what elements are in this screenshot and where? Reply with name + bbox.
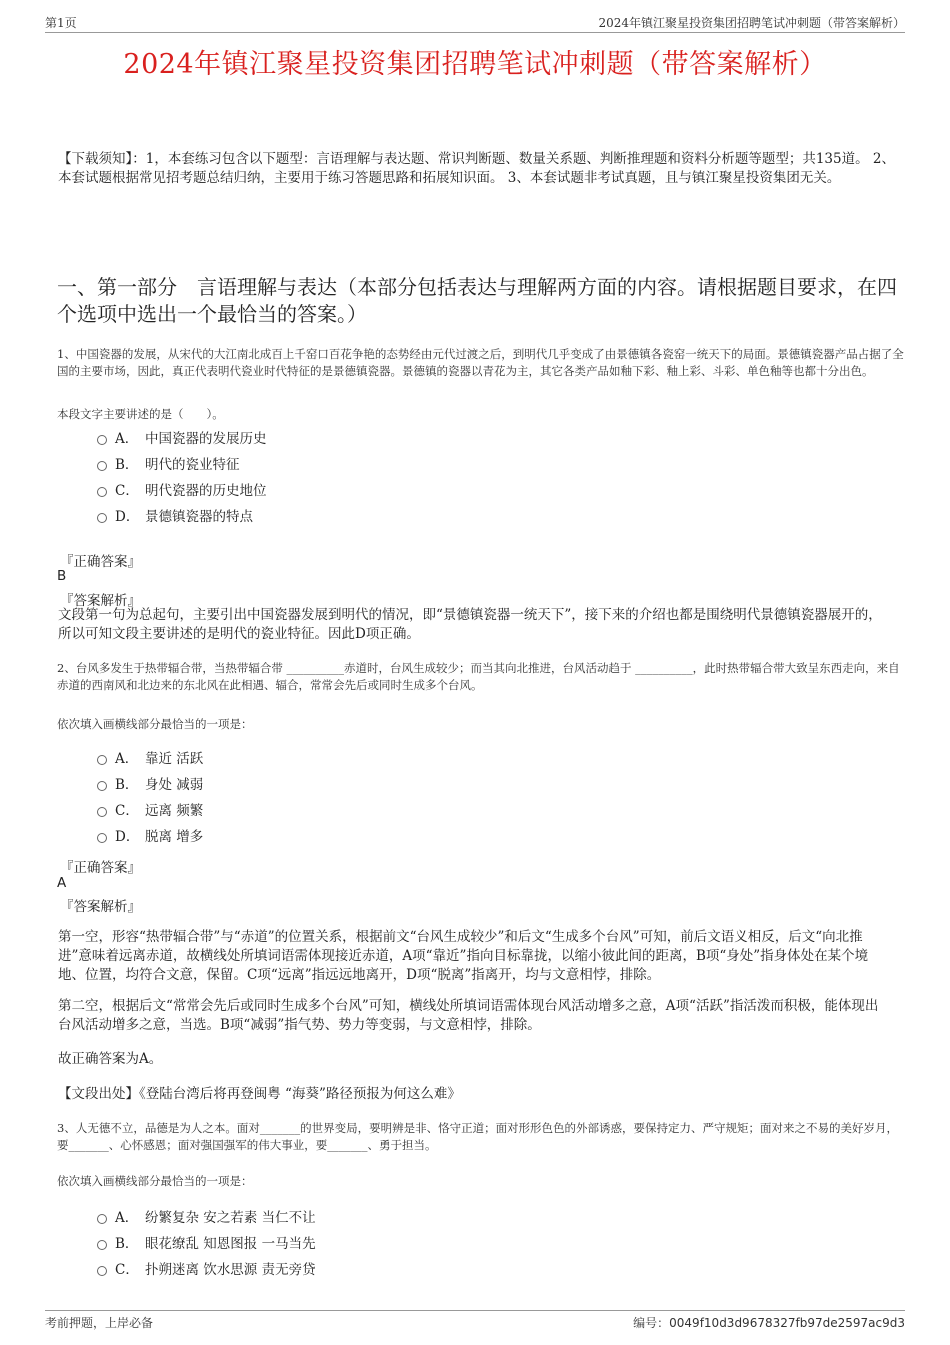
footer-code: 编号：0049f10d3d9678327fb97de2597ac9d3 [633, 1316, 905, 1330]
q2-source: 【文段出处】《登陆台湾后将再登闽粤 “海葵”路径预报为何这么难》 [58, 1086, 461, 1102]
q1-option-b[interactable]: B． 明代的瓷业特征 [97, 456, 240, 474]
q1-analysis: 文段第一句为总起句，主要引出中国瓷器发展到明代的情况，即“景德镇瓷器一统天下”，接下来的介绍也都是围绕明代景德镇瓷器展开的，所以可知文段主要讲述的是明代的瓷业特征。因此D项正确。 [58, 607, 882, 642]
radio-icon[interactable] [97, 513, 107, 523]
footer-divider [45, 1310, 905, 1311]
radio-icon[interactable] [97, 833, 107, 843]
q1-option-a[interactable]: A． 中国瓷器的发展历史 [97, 430, 267, 448]
q2-conclusion: 故正确答案为A。 [58, 1051, 163, 1067]
q2-correct-answer-label: 『正确答案』 [60, 860, 141, 876]
radio-icon[interactable] [97, 1214, 107, 1224]
page-number: 第1页 [45, 16, 77, 30]
radio-icon[interactable] [97, 435, 107, 445]
radio-icon[interactable] [97, 1266, 107, 1276]
q1-option-d[interactable]: D． 景德镇瓷器的特点 [97, 508, 253, 526]
radio-icon[interactable] [97, 461, 107, 471]
radio-icon[interactable] [97, 781, 107, 791]
question-2-prompt: 依次填入画横线部分最恰当的一项是： [57, 717, 253, 731]
q2-option-c[interactable]: C． 远离 频繁 [97, 802, 203, 820]
q3-option-b[interactable]: B． 眼花缭乱 知恩图报 一马当先 [97, 1235, 316, 1253]
question-1-text: 1、中国瓷器的发展，从宋代的大江南北成百上千窑口百花争艳的态势经由元代过渡之后，到明代几乎变成了由景德镇各瓷窑一统天下的局面。景德镇瓷器产品占据了全国的主要市场，因此，真正代表明代瓷业时代特征的是景德镇瓷器。景德镇的瓷器以青花为主，其它各类产品如釉下彩、釉上彩、斗彩、单色釉等也都十分出色。 [57, 347, 904, 378]
radio-icon[interactable] [97, 487, 107, 497]
radio-icon[interactable] [97, 755, 107, 765]
question-3-prompt: 依次填入画横线部分最恰当的一项是： [57, 1174, 253, 1188]
download-notice: 【下载须知】：1，本套练习包含以下题型：言语理解与表达题、常识判断题、数量关系题、判断推理题和资料分析题等题型；共135道。 2、本套试题根据常见招考题总结归纳，主要用于练习答题思路和拓展知识面。 3、本套试题非考试真题，且与镇江聚星投资集团无关。 [58, 151, 895, 186]
q1-correct-answer-label: 『正确答案』 [60, 554, 141, 570]
q1-analysis-label: 『答案解析』 [60, 593, 141, 609]
q2-option-b[interactable]: B． 身处 减弱 [97, 776, 203, 794]
radio-icon[interactable] [97, 807, 107, 817]
header-divider [45, 32, 905, 33]
q2-option-d[interactable]: D． 脱离 增多 [97, 828, 203, 846]
q2-analysis-paragraph-2: 第二空，根据后文“常常会先后或同时生成多个台风”可知，横线处所填词语需体现台风活动增多之意，A项“活跃”指活泼而积极，能体现出台风活动增多之意，当选。B项“减弱”指气势、势力等变弱，与文意相悖，排除。 [58, 998, 879, 1033]
page-title: 2024年镇江聚星投资集团招聘笔试冲刺题（带答案解析） [123, 49, 827, 80]
q2-analysis-label: 『答案解析』 [60, 899, 141, 915]
question-2-text: 2、台风多发生于热带辐合带，当热带辐合带 __________赤道时，台风生成较少；而当其向北推进，台风活动趋于 __________，此时热带辐合带大致呈东西走向，来自赤道的西南风和北边来的东北风在此相遇、辐合，常常会先后或同时生成多个台风。 [57, 661, 900, 692]
q1-answer: B [57, 568, 67, 584]
radio-icon[interactable] [97, 1240, 107, 1250]
q2-answer: A [57, 875, 67, 891]
section-heading: 一、第一部分 言语理解与表达（本部分包括表达与理解两方面的内容。请根据题目要求，在四个选项中选出一个最恰当的答案。） [57, 275, 897, 326]
q2-analysis-paragraph-1: 第一空，形容“热带辐合带”与“赤道”的位置关系，根据前文“台风生成较少”和后文“生成多个台风”可知，前后文语义相反，后文“向北推进”意味着远离赤道，故横线处所填词语需体现接近赤道，A项“靠近”指向目标靠拢，以缩小彼此间的距离，B项“身处”指身体处在某个境地、位置，均符合文意，保留。C项“远离”指远远地离开，D项“脱离”指离开，均与文意相悖，排除。 [58, 929, 869, 983]
header-doc-title: 2024年镇江聚星投资集团招聘笔试冲刺题（带答案解析） [598, 16, 905, 30]
q1-option-c[interactable]: C． 明代瓷器的历史地位 [97, 482, 267, 500]
question-1-prompt: 本段文字主要讲述的是（ ）。 [57, 407, 224, 421]
footer-slogan: 考前押题，上岸必备 [45, 1316, 154, 1330]
q2-option-a[interactable]: A． 靠近 活跃 [97, 750, 203, 768]
question-3-text: 3、人无德不立，品德是为人之本。面对_______的世界变局，要明辨是非、恪守正道；面对形形色色的外部诱惑，要保持定力、严守规矩；面对来之不易的美好岁月，要_______、心怀感恩；面对强国强军的伟大事业，要_______、勇于担当。 [57, 1121, 899, 1152]
q3-option-a[interactable]: A． 纷繁复杂 安之若素 当仁不让 [97, 1209, 316, 1227]
q3-option-c[interactable]: C． 扑朔迷离 饮水思源 责无旁贷 [97, 1261, 316, 1279]
